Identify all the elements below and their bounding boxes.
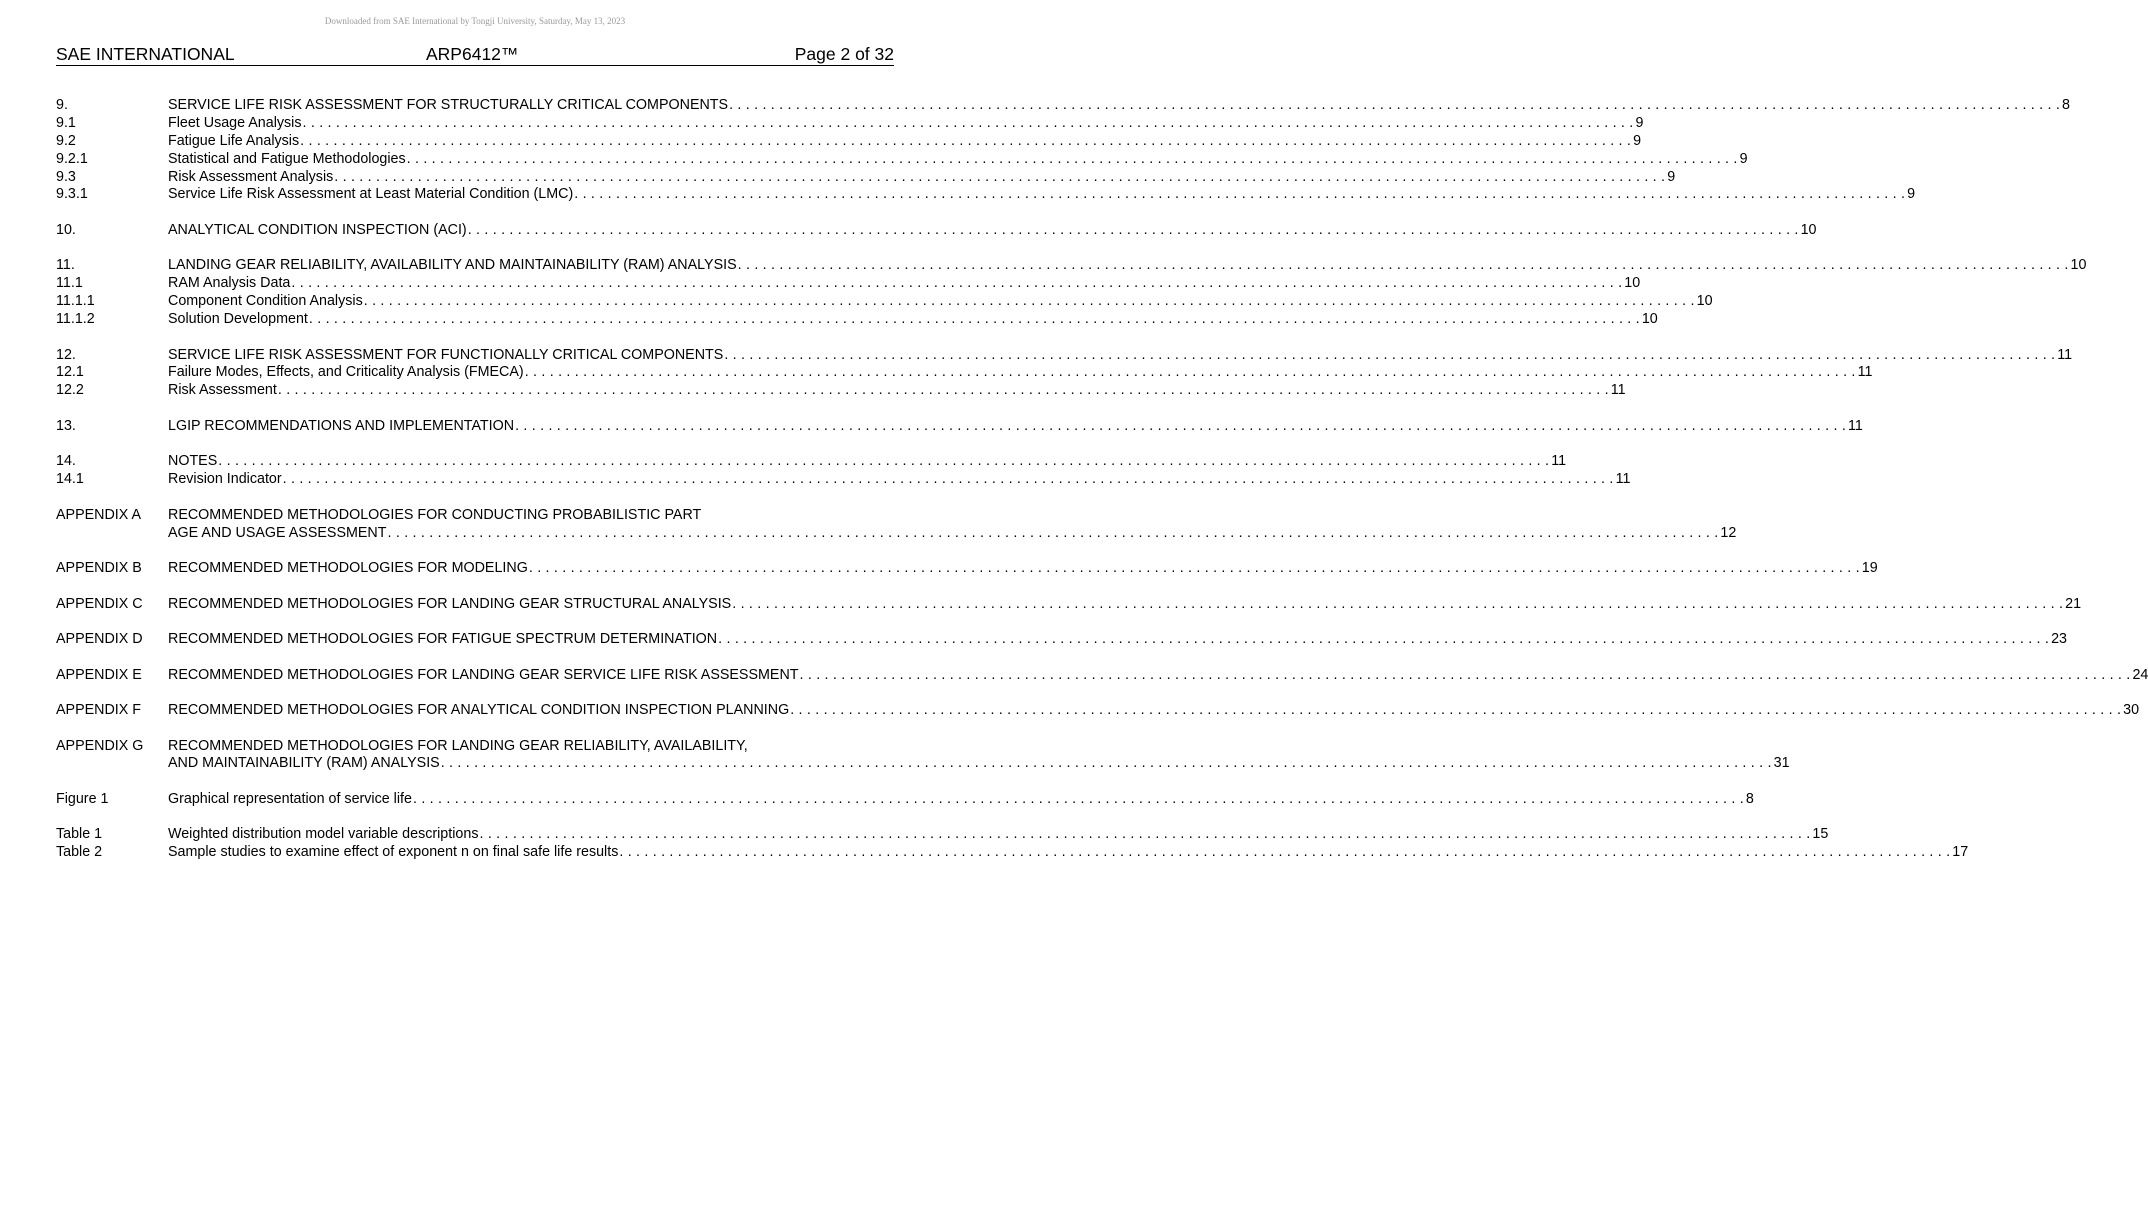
- toc-entry[interactable]: [56, 790, 1754, 809]
- toc-entry[interactable]: [56, 275, 1641, 293]
- toc-entry[interactable]: [56, 114, 1644, 133]
- toc-leader-dots: . . . . . . . . . . . . . . . . . . . . . . . . . . . . . . . . . . . . . . . . . . . . . . . . . . . . . . . . . . . . . . . . . . . . . . . . . . . . . . . . . . . . . . . . . . . . . . . . . . . . . . . . . . . . . . . . . . . . . . . . . . . . . . . . . . . . . . . . . . . . . . . . . . . . . . . . . . . . . . . .: [479, 826, 1811, 843]
- toc-entry-title: Component Condition Analysis: [168, 293, 363, 310]
- toc-entry[interactable]: [56, 666, 2148, 685]
- toc-entry[interactable]: [56, 186, 1916, 204]
- toc-entry[interactable]: [56, 755, 1790, 773]
- toc-leader-dots: . . . . . . . . . . . . . . . . . . . . . . . . . . . . . . . . . . . . . . . . . . . . . . . . . . . . . . . . . . . . . . . . . . . . . . . . . . . . . . . . . . . . . . . . . . . . . . . . . . . . . . . . . . . . . . . . . . . . . . . . . . . . . . . . . . . . . . . . . . . . . . . . . . . . . . . . . . . . . . . .: [308, 311, 1640, 328]
- toc-entry-title: LGIP RECOMMENDATIONS AND IMPLEMENTATION: [168, 417, 515, 434]
- toc-group: [56, 346, 2073, 401]
- toc-entry-number: 14.: [56, 453, 76, 470]
- toc-entry-page: 9: [1635, 114, 1644, 131]
- toc-entry-number: APPENDIX G: [56, 737, 144, 754]
- header-org: SAE INTERNATIONAL: [56, 44, 235, 64]
- toc-entry-page: 8: [2062, 97, 2070, 113]
- toc-entry-page: 21: [2065, 595, 2082, 612]
- toc-entry-number: 9.3.1: [56, 186, 88, 203]
- toc-group: [56, 453, 1631, 489]
- toc-leader-dots: . . . . . . . . . . . . . . . . . . . . . . . . . . . . . . . . . . . . . . . . . . . . . . . . . . . . . . . . . . . . . . . . . . . . . . . . . . . . . . . . . . . . . . . . . . . . . . . . . . . . . . . . . . . . . . . . . . . . . . . . . . . . . . . . . . . . . . . . . . . . . . . . . . . . . . . . . . . . . . . .: [363, 293, 1695, 310]
- toc-leader-dots: . . . . . . . . . . . . . . . . . . . . . . . . . . . . . . . . . . . . . . . . . . . . . . . . . . . . . . . . . . . . . . . . . . . . . . . . . . . . . . . . . . . . . . . . . . . . . . . . . . . . . . . . . . . . . . . . . . . . . . . . . . . . . . . . . . . . . . . . . . . . . . . . . . . . . . . . . . . . . . . .: [218, 453, 1550, 470]
- toc-entry-number: 11.1.1: [56, 293, 95, 310]
- toc-entry-title: Weighted distribution model variable descriptions: [168, 826, 479, 843]
- download-note: Downloaded from SAE International by Tongji University, Saturday, May 13, 2023: [324, 16, 626, 26]
- toc-leader-dots: . . . . . . . . . . . . . . . . . . . . . . . . . . . . . . . . . . . . . . . . . . . . . . . . . . . . . . . . . . . . . . . . . . . . . . . . . . . . . . . . . . . . . . . . . . . . . . . . . . . . . . . . . . . . . . . . . . . . . . . . . . . . . . . . . . . . . . . . . . . . . . . . . . . . . . . . . . . . . . . .: [524, 364, 1856, 381]
- toc-leader-dots: . . . . . . . . . . . . . . . . . . . . . . . . . . . . . . . . . . . . . . . . . . . . . . . . . . . . . . . . . . . . . . . . . . . . . . . . . . . . . . . . . . . . . . . . . . . . . . . . . . . . . . . . . . . . . . . . . . . . . . . . . . . . . . . . . . . . . . . . . . . . . . . . . . . . . . . . . . . . . . . .: [724, 346, 2056, 363]
- toc-entry-number: 9.1: [56, 114, 76, 131]
- toc-entry[interactable]: [56, 382, 1626, 400]
- toc-group: [56, 702, 2140, 720]
- toc-entry-number: Table 1: [56, 826, 103, 843]
- toc-entry-title: Fleet Usage Analysis: [168, 114, 302, 131]
- toc-entry-number: 9.2.1: [56, 150, 88, 167]
- toc-group: [56, 631, 2067, 649]
- toc-entry-title: Sample studies to examine effect of exponent n on final safe life results: [168, 844, 619, 861]
- header-page-label: Page 2 of 32: [794, 44, 894, 64]
- toc-entry[interactable]: [56, 471, 1631, 489]
- toc-entry-title: AND MAINTAINABILITY (RAM) ANALYSIS: [168, 755, 440, 772]
- toc-entry-title: Risk Assessment: [168, 382, 277, 399]
- toc-entry[interactable]: [56, 844, 1969, 862]
- toc-entry-page: 10: [1641, 311, 1658, 328]
- toc-entry-page: 12: [1720, 524, 1737, 541]
- toc-leader-dots: . . . . . . . . . . . . . . . . . . . . . . . . . . . . . . . . . . . . . . . . . . . . . . . . . . . . . . . . . . . . . . . . . . . . . . . . . . . . . . . . . . . . . . . . . . . . . . . . . . . . . . . . . . . . . . . . . . . . . . . . . . . . . . . . . . . . . . . . . . . . . . . . . . . . . . . . . . . . . . . .: [387, 524, 1719, 541]
- toc-entry-page: 10: [1800, 221, 1817, 238]
- toc-entry-page: 11: [1610, 382, 1626, 399]
- toc-entry-title: RAM Analysis Data: [168, 275, 291, 292]
- toc-leader-dots: . . . . . . . . . . . . . . . . . . . . . . . . . . . . . . . . . . . . . . . . . . . . . . . . . . . . . . . . . . . . . . . . . . . . . . . . . . . . . . . . . . . . . . . . . . . . . . . . . . . . . . . . . . . . . . . . . . . . . . . . . . . . . . . . . . . . . . . . . . . . . . . . . . . . . . . . . . . . . . . .: [729, 97, 2060, 113]
- toc-entry[interactable]: [56, 453, 1567, 471]
- toc-entry-number: 14.1: [56, 471, 84, 488]
- toc-entry-page: 17: [1952, 844, 1969, 861]
- toc-leader-dots: . . . . . . . . . . . . . . . . . . . . . . . . . . . . . . . . . . . . . . . . . . . . . . . . . . . . . . . . . . . . . . . . . . . . . . . . . . . . . . . . . . . . . . . . . . . . . . . . . . . . . . . . . . . . . . . . . . . . . . . . . . . . . . . . . . . . . . . . . . . . . . . . . . . . . . . . . . . . . . . .: [515, 417, 1846, 434]
- toc-entry-number: 9.2: [56, 132, 76, 149]
- toc-entry[interactable]: [56, 702, 2140, 720]
- toc-leader-dots: . . . . . . . . . . . . . . . . . . . . . . . . . . . . . . . . . . . . . . . . . . . . . . . . . . . . . . . . . . . . . . . . . . . . . . . . . . . . . . . . . . . . . . . . . . . . . . . . . . . . . . . . . . . . . . . . . . . . . . . . . . . . . . . . . . . . . . . . . . . . . . . . . . . . . . . . . . . . . . . .: [302, 114, 1634, 131]
- toc-entry-title: NOTES: [168, 453, 218, 470]
- toc-leader-dots: . . . . . . . . . . . . . . . . . . . . . . . . . . . . . . . . . . . . . . . . . . . . . . . . . . . . . . . . . . . . . . . . . . . . . . . . . . . . . . . . . . . . . . . . . . . . . . . . . . . . . . . . . . . . . . . . . . . . . . . . . . . . . . . . . . . . . . . . . . . . . . . . . . . . . . . . . . . . . . . .: [334, 168, 1666, 185]
- toc-entry-page: 9: [1633, 132, 1642, 149]
- toc-leader-dots: . . . . . . . . . . . . . . . . . . . . . . . . . . . . . . . . . . . . . . . . . . . . . . . . . . . . . . . . . . . . . . . . . . . . . . . . . . . . . . . . . . . . . . . . . . . . . . . . . . . . . . . . . . . . . . . . . . . . . . . . . . . . . . . . . . . . . . . . . . . . . . . . . . . . . . . . . . . . . . . .: [732, 595, 2064, 612]
- toc-entry-page: 11: [1615, 471, 1631, 488]
- toc-entry[interactable]: [56, 595, 2082, 614]
- toc-entry-title: ANALYTICAL CONDITION INSPECTION (ACI): [168, 221, 467, 238]
- toc-group: [56, 257, 2087, 329]
- toc-leader-dots: . . . . . . . . . . . . . . . . . . . . . . . . . . . . . . . . . . . . . . . . . . . . . . . . . . . . . . . . . . . . . . . . . . . . . . . . . . . . . . . . . . . . . . . . . . . . . . . . . . . . . . . . . . . . . . . . . . . . . . . . . . . . . . . . . . . . . . . . . . . . . . . . . . . . . . . . . . . . . . . .: [467, 221, 1799, 238]
- toc-entry-number: 12.: [56, 346, 76, 363]
- toc-entry[interactable]: [56, 132, 1642, 151]
- toc-entry-number: 11.: [56, 257, 75, 274]
- toc-entry-page: 9: [1667, 168, 1676, 185]
- toc-entry-title: RECOMMENDED METHODOLOGIES FOR CONDUCTING PROBABILISTIC PART: [168, 506, 702, 523]
- toc-entry-page: 31: [1773, 755, 1790, 772]
- toc-entry-number: APPENDIX C: [56, 595, 143, 612]
- page-header: [56, 44, 894, 66]
- toc-entry-number: APPENDIX E: [56, 666, 142, 683]
- toc-entry-page: 19: [1861, 560, 1878, 577]
- toc-entry[interactable]: [56, 311, 1658, 329]
- toc-entry-title: RECOMMENDED METHODOLOGIES FOR MODELING: [168, 560, 528, 577]
- toc-entry[interactable]: [56, 826, 1829, 844]
- toc-leader-dots: . . . . . . . . . . . . . . . . . . . . . . . . . . . . . . . . . . . . . . . . . . . . . . . . . . . . . . . . . . . . . . . . . . . . . . . . . . . . . . . . . . . . . . . . . . . . . . . . . . . . . . . . . . . . . . . . . . . . . . . . . . . . . . . . . . . . . . . . . . . . . . . . . . . . . . . . . . . . . . . .: [619, 844, 1951, 861]
- toc-group: [56, 417, 1863, 436]
- toc-entry-page: 24: [2132, 666, 2148, 683]
- toc-entry-number: APPENDIX F: [56, 702, 142, 719]
- toc-leader-dots: . . . . . . . . . . . . . . . . . . . . . . . . . . . . . . . . . . . . . . . . . . . . . . . . . . . . . . . . . . . . . . . . . . . . . . . . . . . . . . . . . . . . . . . . . . . . . . . . . . . . . . . . . . . . . . . . . . . . . . . . . . . . . . . . . . . . . . . . . . . . . . . . . . . . . . . . . . . . . . . .: [528, 560, 1860, 577]
- toc-entry-title: SERVICE LIFE RISK ASSESSMENT FOR FUNCTIONALLY CRITICAL COMPONENTS: [168, 346, 724, 363]
- toc-entry-title: LANDING GEAR RELIABILITY, AVAILABILITY AND MAINTAINABILITY (RAM) ANALYSIS: [168, 257, 737, 274]
- toc-entry-title: Risk Assessment Analysis: [168, 168, 334, 185]
- toc-entry[interactable]: [56, 97, 2070, 115]
- toc-entry-title: Service Life Risk Assessment at Least Material Condition (LMC): [168, 186, 574, 203]
- toc-leader-dots: . . . . . . . . . . . . . . . . . . . . . . . . . . . . . . . . . . . . . . . . . . . . . . . . . . . . . . . . . . . . . . . . . . . . . . . . . . . . . . . . . . . . . . . . . . . . . . . . . . . . . . . . . . . . . . . . . . . . . . . . . . . . . . . . . . . . . . . . . . . . . . . . . . . . . . . . . . . . . . . .: [291, 275, 1623, 292]
- table-of-contents: [56, 97, 2148, 880]
- toc-entry-page: 15: [1812, 826, 1829, 843]
- toc-entry[interactable]: [56, 631, 2067, 649]
- toc-group: [56, 595, 2082, 614]
- toc-entry[interactable]: [56, 346, 2073, 365]
- toc-leader-dots: . . . . . . . . . . . . . . . . . . . . . . . . . . . . . . . . . . . . . . . . . . . . . . . . . . . . . . . . . . . . . . . . . . . . . . . . . . . . . . . . . . . . . . . . . . . . . . . . . . . . . . . . . . . . . . . . . . . . . . . . . . . . . . . . . . . . . . . . . . . . . . . . . . . . . . . . . . . . . . . .: [412, 790, 1744, 807]
- toc-entry[interactable]: [56, 257, 2087, 275]
- toc-leader-dots: . . . . . . . . . . . . . . . . . . . . . . . . . . . . . . . . . . . . . . . . . . . . . . . . . . . . . . . . . . . . . . . . . . . . . . . . . . . . . . . . . . . . . . . . . . . . . . . . . . . . . . . . . . . . . . . . . . . . . . . . . . . . . . . . . . . . . . . . . . . . . . . . . . . . . . . . . . . . . . . .: [790, 702, 2122, 719]
- toc-entry-title: RECOMMENDED METHODOLOGIES FOR LANDING GEAR RELIABILITY, AVAILABILITY,: [168, 737, 748, 754]
- toc-leader-dots: . . . . . . . . . . . . . . . . . . . . . . . . . . . . . . . . . . . . . . . . . . . . . . . . . . . . . . . . . . . . . . . . . . . . . . . . . . . . . . . . . . . . . . . . . . . . . . . . . . . . . . . . . . . . . . . . . . . . . . . . . . . . . . . . . . . . . . . . . . . . . . . . . . . . . . . . . . . . . . . .: [737, 257, 2069, 274]
- toc-entry[interactable]: [56, 738, 894, 756]
- toc-entry-title: Revision Indicator: [168, 471, 282, 488]
- toc-leader-dots: . . . . . . . . . . . . . . . . . . . . . . . . . . . . . . . . . . . . . . . . . . . . . . . . . . . . . . . . . . . . . . . . . . . . . . . . . . . . . . . . . . . . . . . . . . . . . . . . . . . . . . . . . . . . . . . . . . . . . . . . . . . . . . . . . . . . . . . . . . . . . . . . . . . . . . . . . . . . . . . .: [282, 471, 1614, 488]
- toc-entry-title: RECOMMENDED METHODOLOGIES FOR LANDING GEAR STRUCTURAL ANALYSIS: [168, 595, 732, 612]
- toc-entry[interactable]: [56, 168, 1676, 187]
- toc-entry-number: 11.1.2: [56, 311, 95, 328]
- toc-entry[interactable]: [56, 293, 1713, 311]
- toc-entry[interactable]: [56, 364, 1873, 382]
- toc-entry-page: 23: [2051, 631, 2067, 648]
- toc-leader-dots: . . . . . . . . . . . . . . . . . . . . . . . . . . . . . . . . . . . . . . . . . . . . . . . . . . . . . . . . . . . . . . . . . . . . . . . . . . . . . . . . . . . . . . . . . . . . . . . . . . . . . . . . . . . . . . . . . . . . . . . . . . . . . . . . . . . . . . . . . . . . . . . . . . . . . . . . . . . . . . . .: [300, 132, 1632, 149]
- toc-entry-title: SERVICE LIFE RISK ASSESSMENT FOR STRUCTURALLY CRITICAL COMPONENTS: [168, 97, 729, 113]
- toc-entry[interactable]: [56, 507, 894, 525]
- toc-group: [56, 560, 1878, 578]
- toc-entry-page: 9: [1739, 150, 1748, 167]
- toc-entry-number: 9.: [56, 97, 68, 113]
- toc-entry-number: Table 2: [56, 844, 103, 861]
- toc-entry-number: APPENDIX D: [56, 631, 143, 648]
- toc-entry-title: Graphical representation of service life: [168, 790, 412, 807]
- toc-leader-dots: . . . . . . . . . . . . . . . . . . . . . . . . . . . . . . . . . . . . . . . . . . . . . . . . . . . . . . . . . . . . . . . . . . . . . . . . . . . . . . . . . . . . . . . . . . . . . . . . . . . . . . . . . . . . . . . . . . . . . . . . . . . . . . . . . . . . . . . . . . . . . . . . . . . . . . . . . . . . . . . .: [440, 755, 1772, 772]
- toc-entry[interactable]: [56, 221, 1817, 240]
- toc-entry-number: 11.1: [56, 275, 83, 292]
- toc-entry-page: 10: [1624, 275, 1641, 292]
- toc-entry[interactable]: [56, 150, 1748, 169]
- toc-group: [56, 221, 1817, 240]
- toc-entry-page: 11: [1857, 364, 1873, 381]
- toc-entry-page: 10: [2070, 257, 2087, 274]
- toc-leader-dots: . . . . . . . . . . . . . . . . . . . . . . . . . . . . . . . . . . . . . . . . . . . . . . . . . . . . . . . . . . . . . . . . . . . . . . . . . . . . . . . . . . . . . . . . . . . . . . . . . . . . . . . . . . . . . . . . . . . . . . . . . . . . . . . . . . . . . . . . . . . . . . . . . . . . . . . . . . . . . . . .: [574, 186, 1906, 203]
- toc-group: [56, 790, 1754, 809]
- toc-group: [56, 737, 1790, 774]
- toc-leader-dots: . . . . . . . . . . . . . . . . . . . . . . . . . . . . . . . . . . . . . . . . . . . . . . . . . . . . . . . . . . . . . . . . . . . . . . . . . . . . . . . . . . . . . . . . . . . . . . . . . . . . . . . . . . . . . . . . . . . . . . . . . . . . . . . . . . . . . . . . . . . . . . . . . . . . . . . . . . . . . . . .: [277, 382, 1609, 399]
- toc-entry-title: RECOMMENDED METHODOLOGIES FOR LANDING GEAR SERVICE LIFE RISK ASSESSMENT: [168, 666, 799, 683]
- toc-entry-number: APPENDIX B: [56, 560, 142, 577]
- toc-entry-page: 10: [1696, 293, 1713, 310]
- toc-group: [56, 666, 2148, 685]
- toc-entry-page: 11: [1551, 453, 1567, 470]
- toc-entry[interactable]: [56, 417, 1863, 436]
- toc-entry-page: 9: [1907, 186, 1916, 203]
- toc-entry-page: 11: [1848, 417, 1863, 434]
- toc-entry-number: 10.: [56, 221, 76, 238]
- toc-entry-title: Failure Modes, Effects, and Criticality Analysis (FMECA): [168, 364, 524, 381]
- toc-entry-number: 12.1: [56, 364, 84, 381]
- toc-leader-dots: . . . . . . . . . . . . . . . . . . . . . . . . . . . . . . . . . . . . . . . . . . . . . . . . . . . . . . . . . . . . . . . . . . . . . . . . . . . . . . . . . . . . . . . . . . . . . . . . . . . . . . . . . . . . . . . . . . . . . . . . . . . . . . . . . . . . . . . . . . . . . . . . . . . . . . . . . . . . . . . .: [406, 150, 1738, 167]
- toc-entry-title: AGE AND USAGE ASSESSMENT: [168, 524, 387, 541]
- toc-entry-number: 12.2: [56, 382, 84, 399]
- toc-group: [56, 97, 2070, 204]
- toc-entry[interactable]: [56, 524, 1737, 543]
- toc-entry-title: Statistical and Fatigue Methodologies: [168, 150, 406, 167]
- toc-entry-page: 8: [1745, 790, 1754, 807]
- toc-group: [56, 826, 1969, 862]
- toc-leader-dots: . . . . . . . . . . . . . . . . . . . . . . . . . . . . . . . . . . . . . . . . . . . . . . . . . . . . . . . . . . . . . . . . . . . . . . . . . . . . . . . . . . . . . . . . . . . . . . . . . . . . . . . . . . . . . . . . . . . . . . . . . . . . . . . . . . . . . . . . . . . . . . . . . . . . . . . . . . . . . . . .: [799, 666, 2131, 683]
- toc-entry-title: RECOMMENDED METHODOLOGIES FOR FATIGUE SPECTRUM DETERMINATION: [168, 631, 718, 648]
- header-doc-id: ARP6412™: [426, 44, 519, 64]
- toc-entry[interactable]: [56, 560, 1878, 578]
- toc-entry-number: APPENDIX A: [56, 506, 142, 523]
- toc-entry-title: RECOMMENDED METHODOLOGIES FOR ANALYTICAL CONDITION INSPECTION PLANNING: [168, 702, 790, 719]
- toc-leader-dots: . . . . . . . . . . . . . . . . . . . . . . . . . . . . . . . . . . . . . . . . . . . . . . . . . . . . . . . . . . . . . . . . . . . . . . . . . . . . . . . . . . . . . . . . . . . . . . . . . . . . . . . . . . . . . . . . . . . . . . . . . . . . . . . . . . . . . . . . . . . . . . . . . . . . . . . . . . . . . . . .: [718, 631, 2050, 648]
- toc-entry-page: 11: [2057, 346, 2073, 363]
- toc-entry-title: Solution Development: [168, 311, 308, 328]
- toc-entry-page: 30: [2123, 702, 2140, 719]
- toc-entry-number: Figure 1: [56, 790, 109, 807]
- toc-entry-title: Fatigue Life Analysis: [168, 132, 300, 149]
- toc-group: [56, 506, 1737, 543]
- toc-entry-number: 9.3: [56, 168, 76, 185]
- toc-entry-number: 13.: [56, 417, 76, 434]
